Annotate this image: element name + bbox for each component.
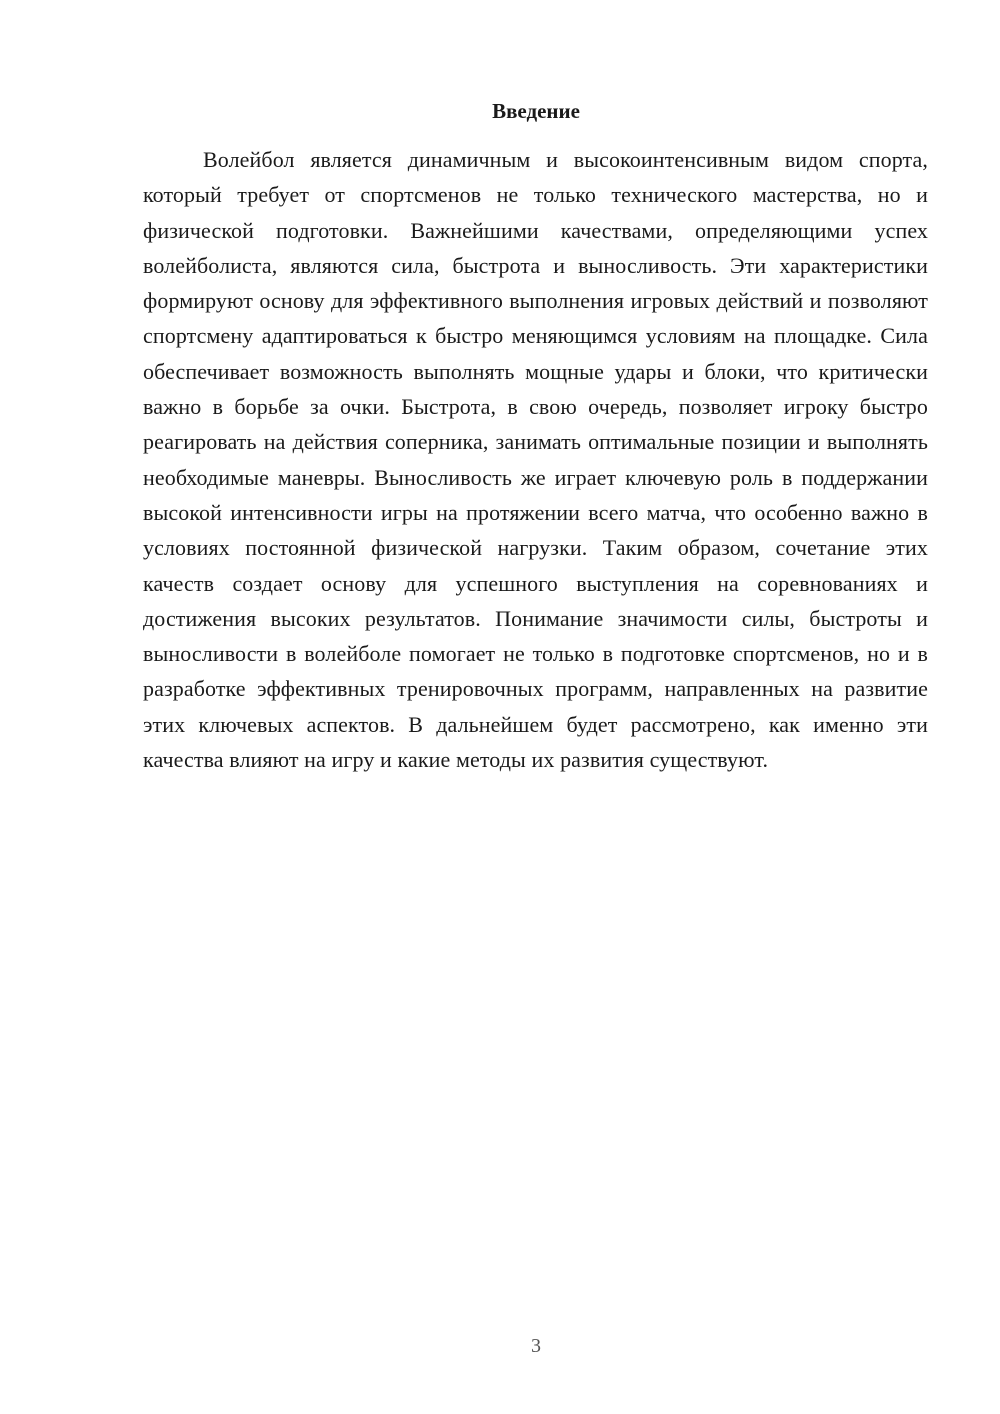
body-paragraph: Волейбол является динамичным и высокоинтенсивным видом спорта, который требует от спортсменов не только технического мастерства, но и физической подготовки. Важнейшими качествами, определяющими успех волейболиста, являются сила, быстрота и выносливость. Эти характеристики формируют основу для эффективного выполнения игровых действий и позволяют спортсмену адаптироваться к быстро меняющимся условиям на площадке. Сила обеспечивает возможность выполнять мощные удары и блоки, что критически важно в борьбе за очки. Быстрота, в свою очередь, позволяет игроку быстро реагировать на действия соперника, занимать оптимальные позиции и выполнять необходимые маневры. Выносливость же играет ключевую роль в поддержании высокой интенсивности игры на протяжении всего матча, что особенно важно в условиях постоянной физической нагрузки. Таким образом, сочетание этих качеств создает основу для успешного выступления на соревнованиях и достижения высоких результатов. Понимание значимости силы, быстроты и выносливости в волейболе помогает не только в подготовке спортсменов, но и в разработке эффективных тренировочных программ, направленных на развитие этих ключевых аспектов. В дальнейшем будет рассмотрено, как именно эти качества влияют на игру и какие методы их развития существуют. — [143, 147, 928, 773]
page-number: 3 — [531, 1335, 541, 1357]
section-heading: Введение — [492, 99, 580, 123]
